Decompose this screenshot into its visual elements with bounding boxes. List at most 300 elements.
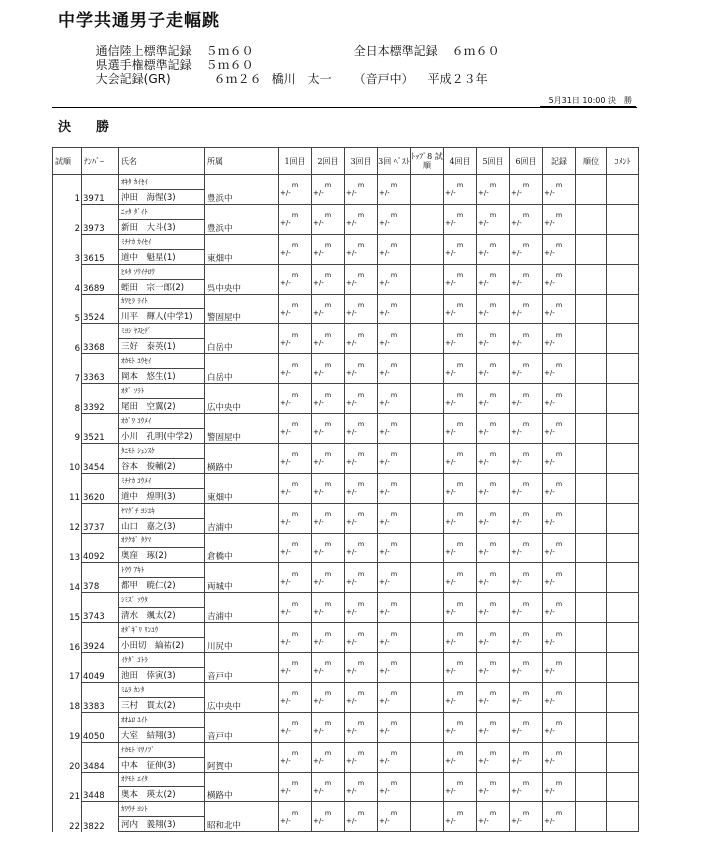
mark-unit: m	[345, 623, 378, 638]
table-row	[53, 473, 639, 488]
top8-order-cell	[411, 802, 444, 832]
mark-unit: m	[378, 533, 411, 548]
mark-unit: m	[345, 324, 378, 339]
bib-number: 3689	[82, 264, 119, 294]
mark-unit: m	[444, 802, 477, 817]
wind-mark: +/-	[378, 727, 411, 742]
mark-unit: m	[312, 384, 345, 399]
athlete-team: 警固屋中	[205, 414, 279, 444]
bib-number: 3973	[82, 204, 119, 234]
comment-cell	[607, 324, 639, 354]
table-row	[53, 249, 639, 264]
wind-mark: +/-	[444, 548, 477, 563]
mark-unit: m	[279, 473, 312, 488]
wind-mark: +/-	[510, 428, 543, 443]
athlete-name: 道中 煌明(3)	[119, 488, 205, 503]
bib-number: 3743	[82, 593, 119, 623]
trial-order: 22	[53, 802, 82, 832]
record-label: 大会記録(GR)	[95, 72, 171, 86]
wind-mark: +/-	[378, 638, 411, 653]
athlete-team: 広中央中	[205, 682, 279, 712]
top8-order-cell	[411, 234, 444, 264]
top8-order-cell	[411, 384, 444, 414]
mark-unit: m	[312, 593, 345, 608]
mark-unit: m	[345, 682, 378, 697]
wind-mark: +/-	[345, 488, 378, 503]
table-row	[53, 234, 639, 249]
comment-cell	[607, 623, 639, 653]
athlete-kana: ｵｷﾀ ｶｲｾｲ	[119, 175, 205, 190]
mark-unit: m	[345, 563, 378, 578]
mark-unit: m	[345, 204, 378, 219]
mark-unit: m	[312, 653, 345, 668]
mark-unit: m	[345, 234, 378, 249]
athlete-name: 三村 貫太(2)	[119, 697, 205, 712]
bib-number: 3924	[82, 623, 119, 653]
mark-unit: m	[378, 384, 411, 399]
athlete-team: 音戸中	[205, 712, 279, 742]
wind-mark: +/-	[345, 548, 378, 563]
table-row	[53, 817, 639, 832]
wind-mark: +/-	[345, 757, 378, 772]
athlete-kana: ﾔﾏｸﾞﾁ ﾖｼﾕｷ	[119, 503, 205, 518]
wind-mark: +/-	[543, 727, 576, 742]
mark-unit: m	[477, 503, 510, 518]
record-holder: 橋川 太一	[271, 72, 332, 86]
bib-number: 3484	[82, 742, 119, 772]
wind-mark: +/-	[378, 399, 411, 414]
mark-unit: m	[543, 593, 576, 608]
mark-unit: m	[510, 175, 543, 190]
comment-cell	[607, 742, 639, 772]
mark-unit: m	[279, 772, 312, 787]
table-row	[53, 623, 639, 638]
mark-unit: m	[477, 742, 510, 757]
wind-mark: +/-	[444, 488, 477, 503]
table-row	[53, 518, 639, 533]
mark-unit: m	[543, 324, 576, 339]
mark-unit: m	[312, 414, 345, 429]
comment-cell	[607, 772, 639, 802]
athlete-team: 吉浦中	[205, 593, 279, 623]
bib-number: 3971	[82, 175, 119, 205]
athlete-team: 横路中	[205, 443, 279, 473]
mark-unit: m	[477, 593, 510, 608]
mark-unit: m	[345, 443, 378, 458]
mark-unit: m	[543, 772, 576, 787]
mark-unit: m	[510, 204, 543, 219]
mark-unit: m	[378, 742, 411, 757]
mark-unit: m	[312, 264, 345, 279]
mark-unit: m	[312, 682, 345, 697]
mark-unit: m	[378, 623, 411, 638]
wind-mark: +/-	[312, 219, 345, 234]
wind-mark: +/-	[345, 518, 378, 533]
wind-mark: +/-	[378, 787, 411, 802]
trial-order: 16	[53, 623, 82, 653]
table-row	[53, 294, 639, 309]
comment-cell	[607, 473, 639, 503]
mark-unit: m	[345, 175, 378, 190]
mark-unit: m	[444, 772, 477, 787]
athlete-team: 東畑中	[205, 234, 279, 264]
wind-mark: +/-	[510, 279, 543, 294]
mark-unit: m	[510, 384, 543, 399]
col-header-trial3: 3回目	[345, 148, 378, 175]
wind-mark: +/-	[345, 279, 378, 294]
mark-unit: m	[444, 294, 477, 309]
mark-unit: m	[312, 354, 345, 369]
mark-unit: m	[444, 593, 477, 608]
athlete-team: 警固屋中	[205, 294, 279, 324]
bib-number: 3620	[82, 473, 119, 503]
wind-mark: +/-	[378, 578, 411, 593]
top8-order-cell	[411, 623, 444, 653]
wind-mark: +/-	[279, 399, 312, 414]
athlete-team: 両城中	[205, 563, 279, 593]
top8-order-cell	[411, 682, 444, 712]
athlete-team: 白岳中	[205, 324, 279, 354]
athlete-kana: ﾋﾙﾀ ｿｳｲﾁﾛｳ	[119, 264, 205, 279]
wind-mark: +/-	[444, 727, 477, 742]
mark-unit: m	[378, 503, 411, 518]
mark-unit: m	[312, 443, 345, 458]
mark-unit: m	[510, 533, 543, 548]
mark-unit: m	[444, 503, 477, 518]
top8-order-cell	[411, 414, 444, 444]
wind-mark: +/-	[312, 757, 345, 772]
mark-unit: m	[279, 384, 312, 399]
rank-cell	[576, 324, 607, 354]
wind-mark: +/-	[312, 608, 345, 623]
mark-unit: m	[543, 175, 576, 190]
wind-mark: +/-	[510, 189, 543, 204]
comment-cell	[607, 593, 639, 623]
athlete-team: 吉浦中	[205, 503, 279, 533]
mark-unit: m	[312, 473, 345, 488]
wind-mark: +/-	[378, 189, 411, 204]
athlete-kana: ｵﾀﾞ ｿﾗﾄ	[119, 384, 205, 399]
trial-order: 2	[53, 204, 82, 234]
record-line-zennihon	[346, 28, 500, 59]
table-row	[53, 638, 639, 653]
wind-mark: +/-	[312, 697, 345, 712]
mark-unit: m	[543, 682, 576, 697]
mark-unit: m	[345, 503, 378, 518]
wind-mark: +/-	[444, 309, 477, 324]
comment-cell	[607, 443, 639, 473]
mark-unit: m	[543, 384, 576, 399]
wind-mark: +/-	[279, 608, 312, 623]
table-row	[53, 369, 639, 384]
athlete-kana: ｵｵﾑﾛ ﾕｲﾄ	[119, 712, 205, 727]
top8-order-cell	[411, 653, 444, 683]
col-header-order: 試順	[53, 148, 82, 175]
mark-unit: m	[345, 772, 378, 787]
wind-mark: +/-	[345, 697, 378, 712]
wind-mark: +/-	[444, 399, 477, 414]
trial-order: 12	[53, 503, 82, 533]
record-value: ６ｍ２６	[213, 72, 262, 86]
mark-unit: m	[378, 802, 411, 817]
wind-mark: +/-	[345, 817, 378, 832]
table-row	[53, 264, 639, 279]
mark-unit: m	[345, 354, 378, 369]
mark-unit: m	[543, 742, 576, 757]
mark-unit: m	[345, 533, 378, 548]
rank-cell	[576, 264, 607, 294]
top8-order-cell	[411, 175, 444, 205]
athlete-team: 阿賀中	[205, 742, 279, 772]
mark-unit: m	[345, 653, 378, 668]
mark-unit: m	[279, 533, 312, 548]
wind-mark: +/-	[345, 608, 378, 623]
mark-unit: m	[510, 354, 543, 369]
wind-mark: +/-	[312, 787, 345, 802]
record-value: ５ｍ６０	[205, 44, 254, 58]
table-row	[53, 414, 639, 429]
wind-mark: +/-	[477, 548, 510, 563]
rank-cell	[576, 772, 607, 802]
mark-unit: m	[279, 443, 312, 458]
rank-cell	[576, 204, 607, 234]
athlete-name: 中本 征伸(3)	[119, 757, 205, 772]
mark-unit: m	[279, 623, 312, 638]
wind-mark: +/-	[444, 219, 477, 234]
wind-mark: +/-	[312, 488, 345, 503]
mark-unit: m	[477, 443, 510, 458]
record-label: 通信陸上標準記録	[95, 44, 192, 58]
col-header-record: 記録	[543, 148, 576, 175]
mark-unit: m	[444, 204, 477, 219]
wind-mark: +/-	[345, 399, 378, 414]
trial-order: 8	[53, 384, 82, 414]
wind-mark: +/-	[477, 757, 510, 772]
mark-unit: m	[477, 533, 510, 548]
mark-unit: m	[444, 384, 477, 399]
wind-mark: +/-	[378, 339, 411, 354]
rank-cell	[576, 384, 607, 414]
wind-mark: +/-	[543, 518, 576, 533]
mark-unit: m	[510, 593, 543, 608]
wind-mark: +/-	[345, 189, 378, 204]
wind-mark: +/-	[312, 817, 345, 832]
wind-mark: +/-	[444, 458, 477, 473]
rank-cell	[576, 742, 607, 772]
mark-unit: m	[543, 234, 576, 249]
mark-unit: m	[378, 593, 411, 608]
athlete-team: 広中央中	[205, 384, 279, 414]
mark-unit: m	[477, 175, 510, 190]
mark-unit: m	[543, 204, 576, 219]
bib-number: 3454	[82, 443, 119, 473]
wind-mark: +/-	[477, 369, 510, 384]
rank-cell	[576, 593, 607, 623]
athlete-name: 谷本 俊輔(2)	[119, 458, 205, 473]
table-row	[53, 667, 639, 682]
mark-unit: m	[444, 354, 477, 369]
athlete-name: 奥本 瑛太(2)	[119, 787, 205, 802]
mark-unit: m	[279, 294, 312, 309]
wind-mark: +/-	[543, 697, 576, 712]
wind-mark: +/-	[378, 757, 411, 772]
record-line-taikai	[88, 56, 488, 87]
wind-mark: +/-	[312, 638, 345, 653]
wind-mark: +/-	[444, 189, 477, 204]
wind-mark: +/-	[279, 578, 312, 593]
wind-mark: +/-	[345, 309, 378, 324]
rank-cell	[576, 563, 607, 593]
wind-mark: +/-	[279, 428, 312, 443]
wind-mark: +/-	[279, 727, 312, 742]
mark-unit: m	[510, 742, 543, 757]
comment-cell	[607, 204, 639, 234]
athlete-kana: ﾆｯﾀ ﾀﾞｲﾄ	[119, 204, 205, 219]
mark-unit: m	[378, 234, 411, 249]
wind-mark: +/-	[477, 638, 510, 653]
rank-cell	[576, 623, 607, 653]
table-row	[53, 443, 639, 458]
wind-mark: +/-	[345, 458, 378, 473]
col-header-trial6: 6回目	[510, 148, 543, 175]
wind-mark: +/-	[444, 428, 477, 443]
wind-mark: +/-	[378, 309, 411, 324]
wind-mark: +/-	[477, 727, 510, 742]
mark-unit: m	[378, 175, 411, 190]
athlete-name: 小川 孔明(中学2)	[119, 428, 205, 443]
table-row	[53, 458, 639, 473]
wind-mark: +/-	[543, 399, 576, 414]
top8-order-cell	[411, 324, 444, 354]
wind-mark: +/-	[345, 638, 378, 653]
wind-mark: +/-	[312, 727, 345, 742]
trial-order: 18	[53, 682, 82, 712]
table-row	[53, 324, 639, 339]
table-row	[53, 653, 639, 668]
mark-unit: m	[444, 324, 477, 339]
mark-unit: m	[279, 712, 312, 727]
wind-mark: +/-	[378, 548, 411, 563]
mark-unit: m	[312, 204, 345, 219]
trial-order: 5	[53, 294, 82, 324]
mark-unit: m	[444, 443, 477, 458]
wind-mark: +/-	[543, 458, 576, 473]
athlete-kana: ｵｸｸﾎﾞ ﾀｸﾏ	[119, 533, 205, 548]
wind-mark: +/-	[378, 279, 411, 294]
bib-number: 3521	[82, 414, 119, 444]
rank-cell	[576, 473, 607, 503]
athlete-name: 蛭田 宗一郎(2)	[119, 279, 205, 294]
round-label: 決 勝	[58, 120, 116, 135]
wind-mark: +/-	[510, 488, 543, 503]
wind-mark: +/-	[510, 638, 543, 653]
table-row	[53, 772, 639, 787]
start-list-table	[52, 147, 639, 832]
mark-unit: m	[279, 234, 312, 249]
wind-mark: +/-	[510, 727, 543, 742]
wind-mark: +/-	[510, 309, 543, 324]
wind-mark: +/-	[444, 817, 477, 832]
mark-unit: m	[510, 473, 543, 488]
mark-unit: m	[510, 294, 543, 309]
wind-mark: +/-	[312, 309, 345, 324]
mark-unit: m	[312, 563, 345, 578]
bib-number: 3737	[82, 503, 119, 533]
mark-unit: m	[279, 264, 312, 279]
mark-unit: m	[345, 473, 378, 488]
col-header-trial1: 1回目	[279, 148, 312, 175]
wind-mark: +/-	[477, 488, 510, 503]
mark-unit: m	[279, 414, 312, 429]
mark-unit: m	[510, 623, 543, 638]
table-row	[53, 309, 639, 324]
comment-cell	[607, 503, 639, 533]
mark-unit: m	[510, 264, 543, 279]
athlete-kana: ｵｸﾓﾄ ｴｲﾀ	[119, 772, 205, 787]
mark-unit: m	[477, 772, 510, 787]
wind-mark: +/-	[345, 369, 378, 384]
wind-mark: +/-	[510, 817, 543, 832]
mark-unit: m	[543, 712, 576, 727]
event-datetime: 5月31日 10:00 決 勝	[548, 96, 632, 105]
trial-order: 11	[53, 473, 82, 503]
comment-cell	[607, 175, 639, 205]
wind-mark: +/-	[510, 757, 543, 772]
wind-mark: +/-	[345, 578, 378, 593]
athlete-team: 川尻中	[205, 623, 279, 653]
comment-cell	[607, 533, 639, 563]
athlete-name: 道中 魁星(1)	[119, 249, 205, 264]
mark-unit: m	[510, 234, 543, 249]
wind-mark: +/-	[312, 548, 345, 563]
rank-cell	[576, 802, 607, 832]
bib-number: 4049	[82, 653, 119, 683]
mark-unit: m	[477, 682, 510, 697]
mark-unit: m	[345, 294, 378, 309]
table-row	[53, 204, 639, 219]
wind-mark: +/-	[444, 697, 477, 712]
top8-order-cell	[411, 712, 444, 742]
bib-number: 4092	[82, 533, 119, 563]
wind-mark: +/-	[477, 458, 510, 473]
mark-unit: m	[279, 563, 312, 578]
mark-unit: m	[510, 503, 543, 518]
wind-mark: +/-	[543, 488, 576, 503]
mark-unit: m	[477, 204, 510, 219]
table-row	[53, 727, 639, 742]
wind-mark: +/-	[477, 189, 510, 204]
bib-number: 3392	[82, 384, 119, 414]
col-header-name: 氏名	[119, 148, 205, 175]
table-row	[53, 608, 639, 623]
wind-mark: +/-	[444, 638, 477, 653]
mark-unit: m	[510, 682, 543, 697]
wind-mark: +/-	[378, 518, 411, 533]
col-header-team: 所属	[205, 148, 279, 175]
mark-unit: m	[543, 473, 576, 488]
wind-mark: +/-	[543, 638, 576, 653]
trial-order: 10	[53, 443, 82, 473]
wind-mark: +/-	[510, 369, 543, 384]
top8-order-cell	[411, 563, 444, 593]
mark-unit: m	[444, 533, 477, 548]
mark-unit: m	[312, 175, 345, 190]
top8-order-cell	[411, 294, 444, 324]
mark-unit: m	[543, 354, 576, 369]
wind-mark: +/-	[510, 219, 543, 234]
mark-unit: m	[378, 563, 411, 578]
bib-number: 3524	[82, 294, 119, 324]
